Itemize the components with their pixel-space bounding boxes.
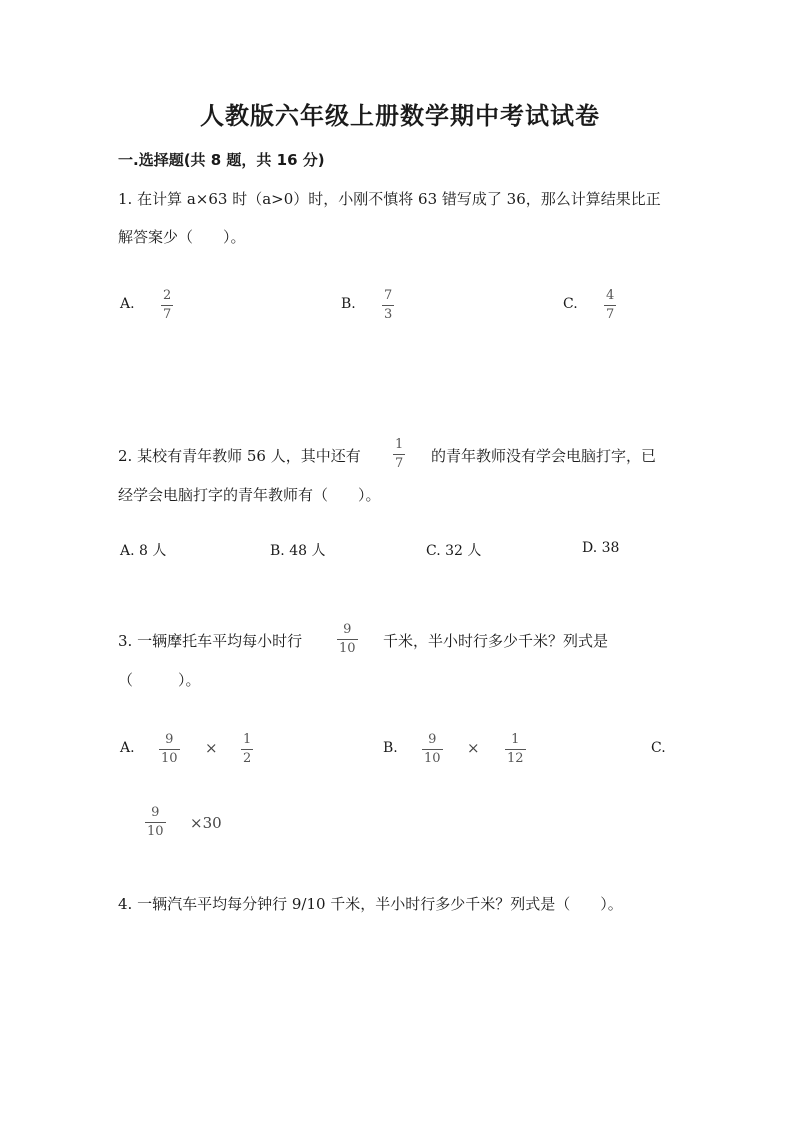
q1-option-a-label: A. [120,296,135,312]
numerator: 4 [606,288,615,303]
q1-option-c-fraction [604,289,616,322]
denominator: 3 [384,307,393,322]
question-3-text-line2: （ ）。 [118,671,201,689]
question-1-text-line1: 1. 在计算 a×63 时（a>0）时，小刚不慎将 63 错写成了 36，那么计算结果比正 [118,190,661,208]
denominator: 10 [161,751,178,766]
q2-option-a: A. 8 人 [120,543,167,559]
denominator: 10 [424,751,441,766]
q3-option-a-fraction-1 [159,733,180,766]
q3-option-a-label: A. [120,740,135,756]
q3-option-b-fraction-1 [422,733,443,766]
denominator: 7 [606,307,615,322]
q1-option-b-fraction [382,289,394,322]
numerator: 9 [343,622,352,637]
q3-option-b-label: B. [383,740,398,756]
question-2-text-post: 的青年教师没有学会电脑打字，已 [431,447,657,465]
q3-option-c-fraction [145,806,166,839]
q1-option-a-fraction [161,289,173,322]
numerator: 1 [511,732,520,747]
denominator: 10 [339,641,356,656]
page-title: 人教版六年级上册数学期中考试试卷 [200,102,600,130]
q3-option-b-fraction-2 [505,733,526,766]
question-3-text-post: 千米，半小时行多少千米？列式是 [383,632,609,650]
numerator: 7 [384,288,393,303]
numerator: 1 [243,732,252,747]
question-3-text-pre: 3. 一辆摩托车平均每小时行 [118,632,303,650]
numerator: 9 [165,732,174,747]
q2-option-b: B. 48 人 [270,543,326,559]
question-2-text-pre: 2. 某校有青年教师 56 人，其中还有 [118,447,361,465]
denominator: 2 [243,751,252,766]
numerator: 1 [395,437,404,452]
section-heading: 一.选择题(共 8 题，共 16 分) [118,151,325,169]
question-3-fraction [337,623,358,656]
q3-option-b-times: × [467,739,480,757]
q1-option-c-label: C. [563,296,578,312]
denominator: 12 [507,751,524,766]
q3-option-a-fraction-2 [241,733,253,766]
denominator: 10 [147,824,164,839]
q2-option-c: C. 32 人 [426,543,482,559]
denominator: 7 [395,456,404,471]
question-2-text-line2: 经学会电脑打字的青年教师有（ ）。 [118,486,381,504]
question-4-text-line1: 4. 一辆汽车平均每分钟行 9/10 千米，半小时行多少千米？列式是（ ）。 [118,895,623,913]
question-1-text-line2: 解答案少（ ）。 [118,228,246,246]
numerator: 9 [428,732,437,747]
q3-option-a-times: × [205,739,218,757]
q3-option-c-rest: ×30 [190,814,222,832]
q1-option-b-label: B. [341,296,356,312]
question-2-fraction [393,438,405,471]
denominator: 7 [163,307,172,322]
numerator: 9 [151,805,160,820]
q3-option-c-label: C. [651,740,666,756]
numerator: 2 [163,288,172,303]
q2-option-d: D. 38 [582,540,620,556]
